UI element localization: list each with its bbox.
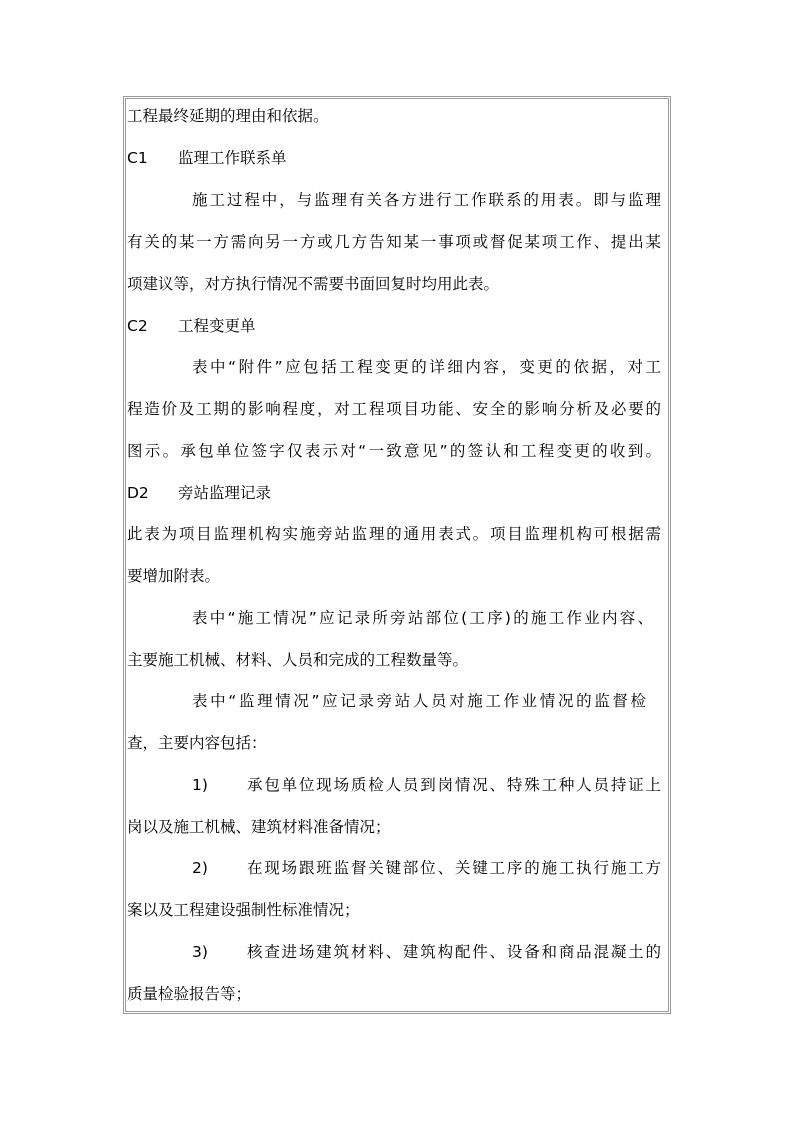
list-item-1 — [192, 775, 661, 795]
text-line: 工程最终延期的理由和依据。 — [127, 107, 329, 125]
section-title: 监理工作联系单 — [178, 149, 287, 167]
list-item-number: 2) — [192, 859, 208, 877]
text-line: 主要施工机械、材料、人员和完成的工程数量等。 — [127, 651, 469, 669]
text-line: 表中“施工情况”应记录所旁站部位(工序)的施工作业内容、 — [192, 609, 653, 627]
list-item-2 — [192, 858, 661, 878]
text-line: 此表为项目监理机构实施旁站监理的通用表式。项目监理机构可根据需 — [127, 525, 661, 543]
section-code: C2 — [127, 317, 148, 335]
section-code: C1 — [127, 149, 148, 167]
text-line: 岗以及施工机械、建筑材料准备情况； — [127, 818, 391, 836]
section-heading-c1 — [127, 148, 427, 168]
text-line: 表中“监理情况”应记录旁站人员对施工作业情况的监督检 — [192, 692, 646, 710]
text-line: 图示。承包单位签字仅表示对“一致意见”的签认和工程变更的收到。 — [127, 442, 661, 460]
text-line: 质量检验报告等； — [127, 985, 252, 1003]
list-item-text: 在现场跟班监督关键部位、关键工序的施工执行施工方 — [247, 859, 661, 877]
section-code: D2 — [127, 484, 149, 502]
list-item-3 — [192, 942, 661, 962]
section-heading-d2 — [127, 483, 427, 503]
list-item-text: 承包单位现场质检人员到岗情况、特殊工种人员持证上 — [247, 776, 661, 794]
text-line: 有关的某一方需向另一方或几方告知某一事项或督促某项工作、提出某 — [127, 233, 661, 251]
text-line: 要增加附表。 — [127, 567, 221, 585]
section-heading-c2 — [127, 316, 427, 336]
text-line: 施工过程中，与监理有关各方进行工作联系的用表。即与监理 — [192, 191, 661, 209]
list-item-text: 核查进场建筑材料、建筑构配件、设备和商品混凝土的 — [247, 943, 661, 961]
text-line: 表中“附件”应包括工程变更的详细内容，变更的依据，对工 — [192, 358, 661, 376]
list-item-number: 3) — [192, 943, 208, 961]
section-title: 旁站监理记录 — [178, 484, 272, 502]
text-line: 程造价及工期的影响程度，对工程项目功能、安全的影响分析及必要的 — [127, 400, 661, 418]
list-item-number: 1) — [192, 776, 208, 794]
text-line: 案以及工程建设强制性标准情况； — [127, 901, 360, 919]
section-title: 工程变更单 — [178, 317, 256, 335]
text-line: 项建议等，对方执行情况不需要书面回复时均用此表。 — [127, 275, 500, 293]
text-line: 查，主要内容包括： — [127, 734, 267, 752]
